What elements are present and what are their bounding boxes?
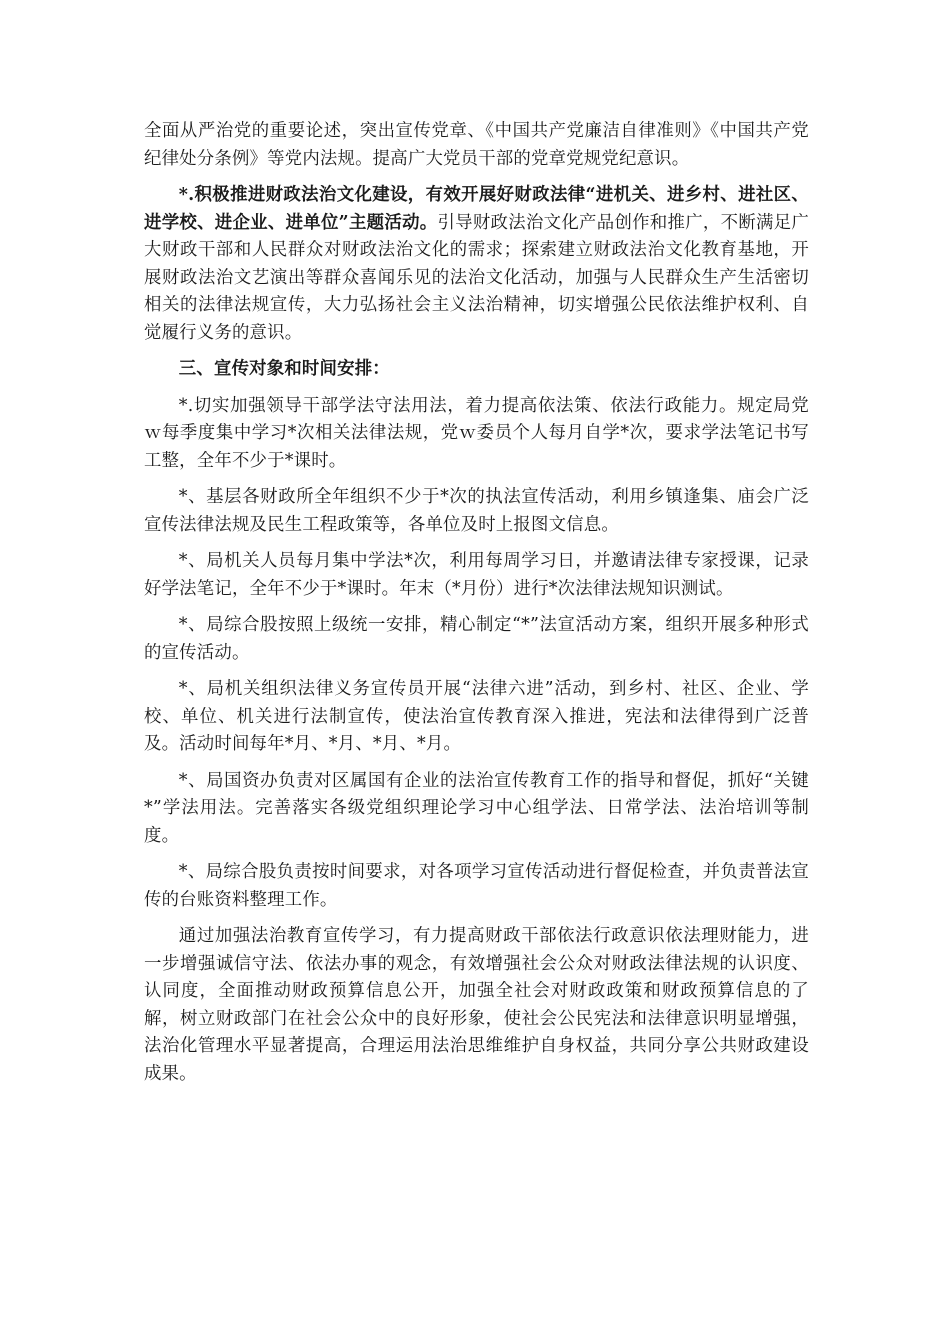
conclusion-paragraph: 通过加强法治教育宣传学习，有力提高财政干部依法行政意识依法理财能力，进一步增强诚信守法、依法办事的观念，有效增强社会公众对财政法律法规的认识度、认同度，全面推动财政预算信息公开，加强全社会对财政政策和财政预算信息的了解，树立财政部门在社会公众中的良好形象，使社会公民宪法和法律意识明显增强，法治化管理水平显著提高，合理运用法治思维维护自身权益，共同分享公共财政建设成果。: [144, 926, 809, 1084]
document-page: [144, 118, 809, 1097]
paragraph-continuation: [144, 118, 809, 173]
section-heading: 三、宣传对象和时间安排：: [178, 359, 390, 379]
list-item: *、局机关人员每月集中学法*次，利用每周学习日，并邀请法律专家授课，记录好学法笔记，全年不少于*课时。年末（*月份）进行*次法律法规知识测试。: [144, 551, 809, 599]
paragraph-text: 引导财政法治文化产品创作和推广，不断满足广大财政干部和人民群众对财政法治文化的需求；探索建立财政法治文化教育基地，开展财政法治文艺演出等群众喜闻乐见的法治文化活动，加强与人民群众生产生活密切相关的法律法规宣传，大力弘扬社会主义法治精神，切实增强公民依法维护权利、自觉履行义务的意识。: [144, 212, 810, 343]
paragraph-text: 全面从严治党的重要论述，突出宣传党章、《中国共产党廉洁自律准则》《中国共产党纪律处分条例》等党内法规。提高广大党员干部的党章党规党纪意识。: [144, 121, 809, 169]
paragraph-legal-culture: [144, 182, 809, 347]
list-item: *、局综合股按照上级统一安排，精心制定“*”法宣活动方案，组织开展多种形式的宣传活动。: [144, 615, 809, 663]
list-item: *、局国资办负责对区属国有企业的法治宣传教育工作的指导和督促，抓好“关键*”学法用法。完善落实各级党组织理论学习中心组学法、日常学法、法治培训等制度。: [144, 770, 809, 846]
paragraph-bold-lead: *.积极推进财政法治文化建设，有效开展好财政法律“进机关、进乡村、进社区、进学校、进企业、进单位”主题活动。: [144, 185, 809, 233]
list-item: *、基层各财政所全年组织不少于*次的执法宣传活动，利用乡镇逢集、庙会广泛宣传法律法规及民生工程政策等，各单位及时上报图文信息。: [144, 487, 809, 535]
list-item: *、局机关组织法律义务宣传员开展“法律六进”活动，到乡村、社区、企业、学校、单位、机关进行法制宣传，使法治宣传教育深入推进，宪法和法律得到广泛普及。活动时间每年*月、*月、*月、*月。: [144, 679, 809, 754]
list-item: *.切实加强领导干部学法守法用法，着力提高依法策、依法行政能力。规定局党ｗ每季度集中学习*次相关法律法规，党ｗ委员个人每月自学*次，要求学法笔记书写工整，全年不少于*课时。: [144, 395, 809, 471]
list-item: *、局综合股负责按时间要求，对各项学习宣传活动进行督促检查，并负责普法宣传的台账资料整理工作。: [144, 862, 809, 910]
